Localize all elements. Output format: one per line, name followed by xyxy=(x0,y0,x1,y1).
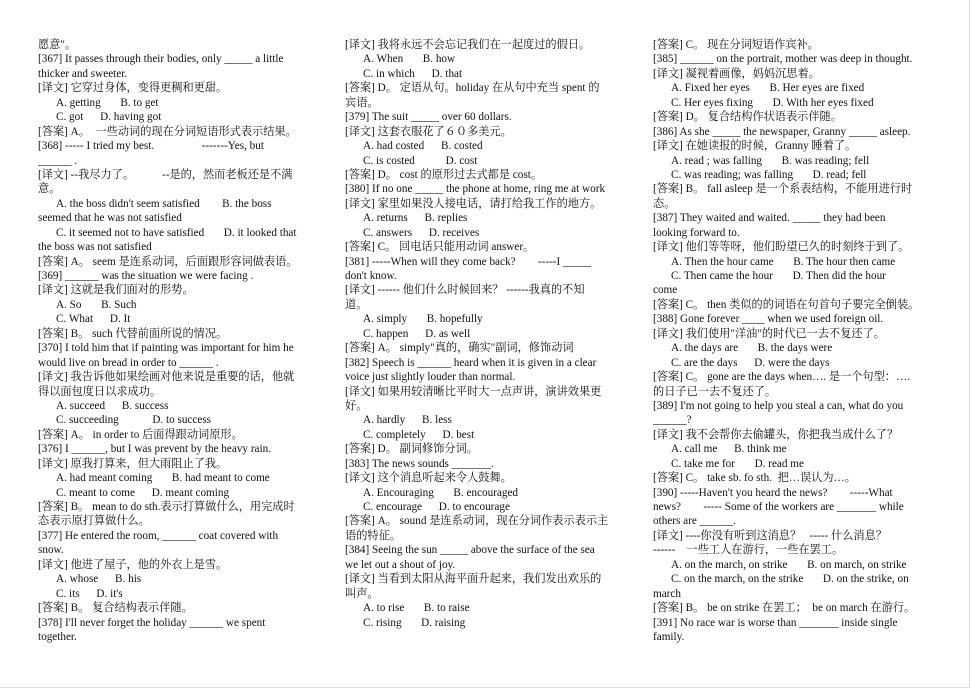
option-line: C. in which D. that xyxy=(363,67,463,80)
text-line: others are ______. xyxy=(653,515,736,528)
text-line: would live on bread in order to ______ . xyxy=(38,356,219,369)
text-line: [384] Seeing the sun _____ above the surface of the sea xyxy=(345,544,595,557)
text-line: [译文] 在她读报的时候，Granny 睡着了。 xyxy=(653,140,857,153)
option-line: C. completely D. best xyxy=(363,428,475,441)
text-line: [译文] 这就是我们面对的形势。 xyxy=(38,284,194,297)
text-line: seemed that he was not satisfied xyxy=(38,212,182,225)
option-line: C. rising D. raising xyxy=(363,616,466,629)
text-line: [答案] C。 回电话只能用动词 answer。 xyxy=(345,241,535,254)
text-line: together. xyxy=(38,630,77,643)
text-line: [答案] B。 mean to do sth.表示打算做什么，用完成时 xyxy=(38,501,295,513)
text-line: [370] I told him that if painting was important for him he xyxy=(38,342,294,355)
option-line: A. succeed B. success xyxy=(56,399,169,412)
text-line: 得以面包度日以求成功。 xyxy=(38,385,162,398)
option-line: C. happen D. as well xyxy=(363,327,471,340)
text-line: voice just slightly louder than normal. xyxy=(345,371,516,384)
text-line: ______? xyxy=(653,414,692,427)
text-line: come xyxy=(653,284,678,297)
text-line: 好。 xyxy=(345,399,368,412)
text-line: [答案] A。 seem 是连系动词，后面跟形容词做表语。 xyxy=(38,255,298,268)
text-line: [译文] ----你没有听到这消息？ ----- 什么消息？ xyxy=(653,529,887,542)
text-line: [答案] D。 副词修饰分词。 xyxy=(345,443,478,456)
text-line: looking forward to. xyxy=(653,226,740,239)
option-line: A. returns B. replies xyxy=(363,212,468,225)
text-line: [译文] 它穿过身体，变得更稠和更甜。 xyxy=(38,82,228,95)
option-line: C. got D. having got xyxy=(56,111,162,124)
text-line: [376] I ______, but I was prevent by the heavy rain. xyxy=(38,443,272,456)
text-line: march xyxy=(653,587,681,600)
text-column-right xyxy=(653,38,943,644)
text-line: 态表示原打算做什么。 xyxy=(38,515,150,528)
text-line: [382] Speech is ______ heard when it is given in a clear xyxy=(345,356,597,369)
text-line: [译文] 当看到太阳从海平面升起来，我们发出欢乐的 xyxy=(345,573,602,586)
option-line: A. getting B. to get xyxy=(56,96,159,109)
text-line: [译文] 这套衣服花了６０多美元。 xyxy=(345,125,512,138)
text-line: ------ 一些工人在游行，一些在罢工。 xyxy=(653,544,844,557)
option-line: C. What D. It xyxy=(56,313,131,326)
text-line: [答案] D。 定语从句。holiday 在从句中充当 spent 的 xyxy=(345,82,600,95)
text-line: [387] They waited and waited. _____ they had been xyxy=(653,212,886,225)
text-line: [答案] A。 simply"真的，确实"副词，修饰动词 xyxy=(345,342,574,355)
text-line: 语的特征。 xyxy=(345,529,401,542)
option-line: C. is costed D. cost xyxy=(363,154,478,167)
option-line: C. its D. it's xyxy=(56,587,123,600)
text-line: 意。 xyxy=(38,183,61,196)
option-line: C. it seemed not to have satisfied D. it looked that xyxy=(56,226,297,239)
text-line: [译文] --我尽力了。 --是的，然而老板还是不满 xyxy=(38,168,293,181)
text-line: [译文] 他们等等呀，他们盼望已久的时刻终于到了。 xyxy=(653,241,910,254)
text-line: the boss was not satisfied xyxy=(38,241,152,254)
option-line: A. had meant coming B. had meant to come xyxy=(56,472,270,485)
option-line: A. Then the hour came B. The hour then came xyxy=(671,255,896,268)
option-line: A. Fixed her eyes B. Her eyes are fixed xyxy=(671,82,865,95)
text-line: [译文] 如果用较清晰比平时大一点声讲，演讲效果更 xyxy=(345,385,602,398)
text-line: [389] I'm not going to help you steal a can, what do you xyxy=(653,399,904,412)
text-line: [383] The news sounds _______. xyxy=(345,457,494,470)
text-line: [答案] A。 一些动词的现在分词短语形式表示结果。 xyxy=(38,125,297,138)
text-line: [391] No race war is worse than _______ inside single xyxy=(653,616,898,629)
option-line: A. So B. Such xyxy=(56,298,137,311)
text-line: [答案] B。 be on strike 在罢工； be on march 在游行。 xyxy=(653,602,916,615)
option-line: A. on the march, on strike B. on march, on strike xyxy=(671,558,907,571)
text-line: [答案] B。 fall asleep 是一个系表结构，不能用进行时 xyxy=(653,183,913,196)
text-line: [386] As she _____ the newspaper, Granny _____ asleep. xyxy=(653,125,911,138)
text-line: [答案] C。 gone are the days when…. 是一个句型：…. xyxy=(653,371,910,384)
text-line: [答案] B。 复合结构表示伴随。 xyxy=(38,602,193,615)
text-line: [答案] A。 in order to 后面得跟动词原形。 xyxy=(38,428,243,441)
option-line: C. meant to come D. meant coming xyxy=(56,486,230,499)
text-line: [译文] 凝视着画像，妈妈沉思着。 xyxy=(653,67,820,80)
text-line: [译文] 这个消息听起来令人鼓舞。 xyxy=(345,472,512,485)
text-line: [答案] B。 such 代替前面所说的情况。 xyxy=(38,327,228,340)
text-line: ______ . xyxy=(38,154,78,167)
option-line: A. simply B. hopefully xyxy=(363,313,483,326)
option-line: A. whose B. his xyxy=(56,573,142,586)
text-line: 的日子已一去不复还了。 xyxy=(653,385,777,398)
option-line: A. call me B. think me xyxy=(671,443,787,456)
option-line: A. Encouraging B. encouraged xyxy=(363,486,519,499)
text-line: [369] ______ was the situation we were facing . xyxy=(38,270,254,282)
text-line: [368] ----- I tried my best. -------Yes, but xyxy=(38,140,264,153)
option-line: C. encourage D. to encourage xyxy=(363,501,510,513)
text-line: [译文] 我们使用"洋油"的时代已一去不复还了。 xyxy=(653,327,885,340)
option-line: C. Her eyes fixing D. With her eyes fixed xyxy=(671,96,874,109)
text-line: [答案] D。 cost 的原形过去式都是 cost。 xyxy=(345,168,543,181)
text-line: [答案] C。 take sb. fo sth. 把…误认为…。 xyxy=(653,472,856,485)
text-line: [385] ______ on the portrait, mother was deep in thought. xyxy=(653,53,913,66)
option-line: A. the days are B. the days were xyxy=(671,342,833,355)
text-line: [译文] 原我打算来，但大雨阻止了我。 xyxy=(38,457,228,470)
text-line: [381] -----When will they come back? -----I _____ xyxy=(345,255,592,268)
option-line: A. to rise B. to raise xyxy=(363,602,470,615)
text-line: thicker and sweeter. xyxy=(38,67,128,80)
option-line: A. hardly B. less xyxy=(363,414,452,427)
text-line: [答案] A。 sound 是连系动词，现在分词作表示表示主 xyxy=(345,515,609,528)
text-line: [377] He entered the room, ______ coat covered with xyxy=(38,529,279,542)
text-line: 叫声。 xyxy=(345,587,379,600)
option-line: C. take me for D. read me xyxy=(671,457,804,470)
option-line: C. Then came the hour D. Then did the hour xyxy=(671,270,886,282)
text-line: [答案] D。 复合结构作状语表示伴随。 xyxy=(653,111,842,124)
option-line: C. succeeding D. to success xyxy=(56,414,212,427)
text-line: we let out a shout of joy. xyxy=(345,558,456,571)
text-line: [译文] 我不会帮你去偷罐头，你把我当成什么了？ xyxy=(653,428,899,441)
option-line: A. the boss didn't seem satisfied B. the boss xyxy=(56,197,272,210)
option-line: A. read ; was falling B. was reading; fell xyxy=(671,154,870,167)
text-column-middle xyxy=(345,38,635,630)
text-line: [译文] 他进了屋子，他的外衣上是雪。 xyxy=(38,558,228,571)
text-line: family. xyxy=(653,630,685,643)
text-line: [译文] 我告诉他如果绘画对他来说是重要的话，他就 xyxy=(38,371,295,384)
text-line: [译文] 家里如果没人接电话，请打给我工作的地方。 xyxy=(345,197,602,210)
text-line: [390] -----Haven't you heard the news? -----What xyxy=(653,486,893,499)
text-line: [答案] C。 现在分词短语作宾补。 xyxy=(653,39,819,51)
text-line: [380] If no one _____ the phone at home, ring me at work xyxy=(345,183,606,196)
text-line: [367] It passes through their bodies, only _____ a little xyxy=(38,53,284,66)
text-line: don't know. xyxy=(345,270,397,282)
option-line: C. are the days D. were the days xyxy=(671,356,830,369)
text-line: [译文] ------ 他们什么时候回来？ ------我真的不知 xyxy=(345,284,585,297)
text-line: [378] I'll never forget the holiday ______ we spent xyxy=(38,616,266,629)
text-column-left xyxy=(38,38,328,644)
text-line: [答案] C。 then 类似的的词语在句首句子要完全倒装。 xyxy=(653,298,920,311)
text-line: [译文] 我将永远不会忘记我们在一起度过的假日。 xyxy=(345,39,591,51)
text-line: [388] Gone forever ____ when we used foreign oil. xyxy=(653,313,884,326)
option-line: C. on the march, on the strike D. on the strike, on xyxy=(671,573,909,586)
option-line: C. was reading; was falling D. read; fell xyxy=(671,168,867,181)
text-line: news? ----- Some of the workers are _______ while xyxy=(653,501,904,513)
text-line: 态。 xyxy=(653,197,676,210)
text-line: 愿意"。 xyxy=(38,39,77,51)
text-line: [379] The suit _____ over 60 dollars. xyxy=(345,111,512,124)
option-line: A. When B. how xyxy=(363,53,456,66)
text-line: 宾语。 xyxy=(345,96,379,109)
text-line: snow. xyxy=(38,544,64,557)
text-line: 道。 xyxy=(345,298,368,311)
option-line: C. answers D. receives xyxy=(363,226,480,239)
option-line: A. had costed B. costed xyxy=(363,140,483,153)
